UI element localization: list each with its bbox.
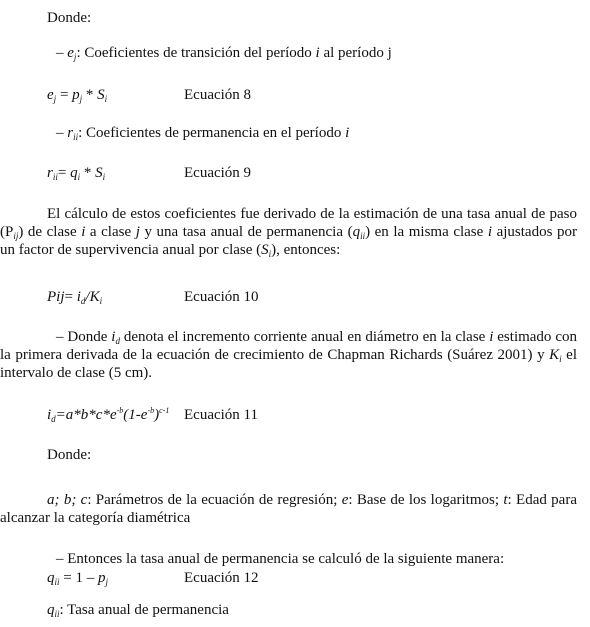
eq11-lhs: i [47,407,52,423]
eq10-lhs: Pij [47,289,65,305]
eq8-equals: = [56,87,73,103]
var-q: q [352,224,361,240]
var-i: i [489,329,494,345]
var-t: t [503,492,508,508]
dash: – [56,45,68,61]
eq9-q: q [70,165,78,181]
eq8-op: * [82,87,98,103]
equation-10-label: Ecuación 10 [184,289,259,305]
dash: – [56,125,68,141]
eq11-exp: -b [116,406,124,415]
eq11-lhs-sub: d [51,414,56,424]
equation-10 [47,288,102,306]
equation-12 [47,569,108,587]
equation-11 [47,406,169,424]
eq10-K-sub: i [99,296,103,306]
eq8-lhs-sub: j [53,94,57,104]
eq12-p: p [97,570,106,586]
eq11-body: ) [154,407,160,423]
sub-ii: ii [54,609,60,619]
sub-ii: ii [360,231,366,241]
definition-text-end: al período j [319,45,392,61]
var-i: i [345,125,350,141]
eq11-body: (1-e [123,407,148,423]
definition-e [56,44,392,62]
var-S: S [261,242,269,258]
eq9-op: * [80,165,96,181]
var-i: i [487,224,493,240]
eq9-lhs: r [47,165,53,181]
eq10-slash: / [85,289,90,305]
eq11-body: =a*b*c*e [55,407,117,423]
equation-9-label: Ecuación 9 [184,165,252,181]
text: el intervalo de clase (5 cm). [0,347,578,381]
sub-j: j [73,52,77,62]
text: estimado con la primera derivada de la ecuación de crecimiento de Chapman Richards (Suárez 2001) y [0,329,577,363]
equation-8 [47,86,107,104]
var-e: e [341,492,349,508]
eq9-s: S [95,165,103,181]
sub-ii: ii [73,132,79,142]
text: ) en la misma clase [365,224,488,240]
var-i: i [315,45,320,61]
var-i: i [111,329,116,345]
eq12-p-sub: j [105,577,108,587]
sub-ij: ij [13,231,19,241]
eq11-exp: c-1 [159,406,170,415]
eq10-i: i [76,289,81,305]
text: a clase [85,224,136,240]
eq8-s-sub: i [104,94,108,104]
sub-i: i [268,249,272,259]
donde-heading: Donde: [47,10,92,26]
eq10-equals: = [64,289,77,305]
definition-text: : Tasa anual de permanencia [59,602,229,618]
eq8-p: p [72,87,80,103]
eq10-K: K [89,289,100,305]
paragraph-increment [0,328,577,382]
var-K: K [549,347,560,363]
eq10-i-sub: d [80,296,86,306]
eq9-equals: = [57,165,71,181]
var-i: i [81,224,86,240]
text: : Parámetros de la ecuación de regresión; [87,492,342,508]
text: ), entonces: [271,242,341,258]
eq12-lhs: q [47,570,55,586]
text: El cálculo de estos coeficientes fue derivado de la estimación de una tasa anual de paso ( [0,206,577,240]
eq9-q-sub: i [77,172,81,182]
definition-r [56,124,349,142]
equation-9 [47,164,105,182]
equation-11-label: Ecuación 11 [184,407,258,423]
text: denota el incremento corriente anual en diámetro en la clase [119,329,490,345]
eq8-s: S [97,87,105,103]
text: : Base de los logaritmos; [348,492,504,508]
eq9-s-sub: i [102,172,106,182]
definition-q [47,601,229,619]
eq8-lhs: e [47,87,54,103]
var-abc: a; b; c [47,492,88,508]
var-r: r [67,125,74,141]
text: y una tasa anual de permanencia ( [139,224,353,240]
var-P: P [5,224,14,240]
equation-8-label: Ecuación 8 [184,87,252,103]
sub-d: d [115,336,120,346]
eq8-p-sub: j [79,94,83,104]
definition-text: : Coeficientes de transición del período [76,45,316,61]
text: : Edad para alcanzar la categoría diamétrica [0,492,577,526]
paragraph-parameters [0,491,577,527]
var-e: e [67,45,74,61]
eq9-lhs-sub: ii [52,172,58,182]
text: – Donde [56,329,112,345]
definition-text: : Coeficientes de permanencia en el período [78,125,346,141]
paragraph-permanence: – Entonces la tasa anual de permanencia se calculó de la siguiente manera: [56,551,505,567]
eq12-equals: = 1 – [59,570,98,586]
text: ) de clase [18,224,82,240]
paragraph-coefficients [0,205,577,259]
donde-heading: Donde: [47,447,92,463]
var-q: q [47,602,55,618]
var-j: j [135,224,140,240]
eq12-lhs-sub: ii [54,577,60,587]
eq11-exp: -b [147,406,155,415]
sub-i: i [559,354,562,364]
text: ajustados por un factor de supervivencia anual por clase ( [0,224,577,258]
equation-12-label: Ecuación 12 [184,570,259,586]
